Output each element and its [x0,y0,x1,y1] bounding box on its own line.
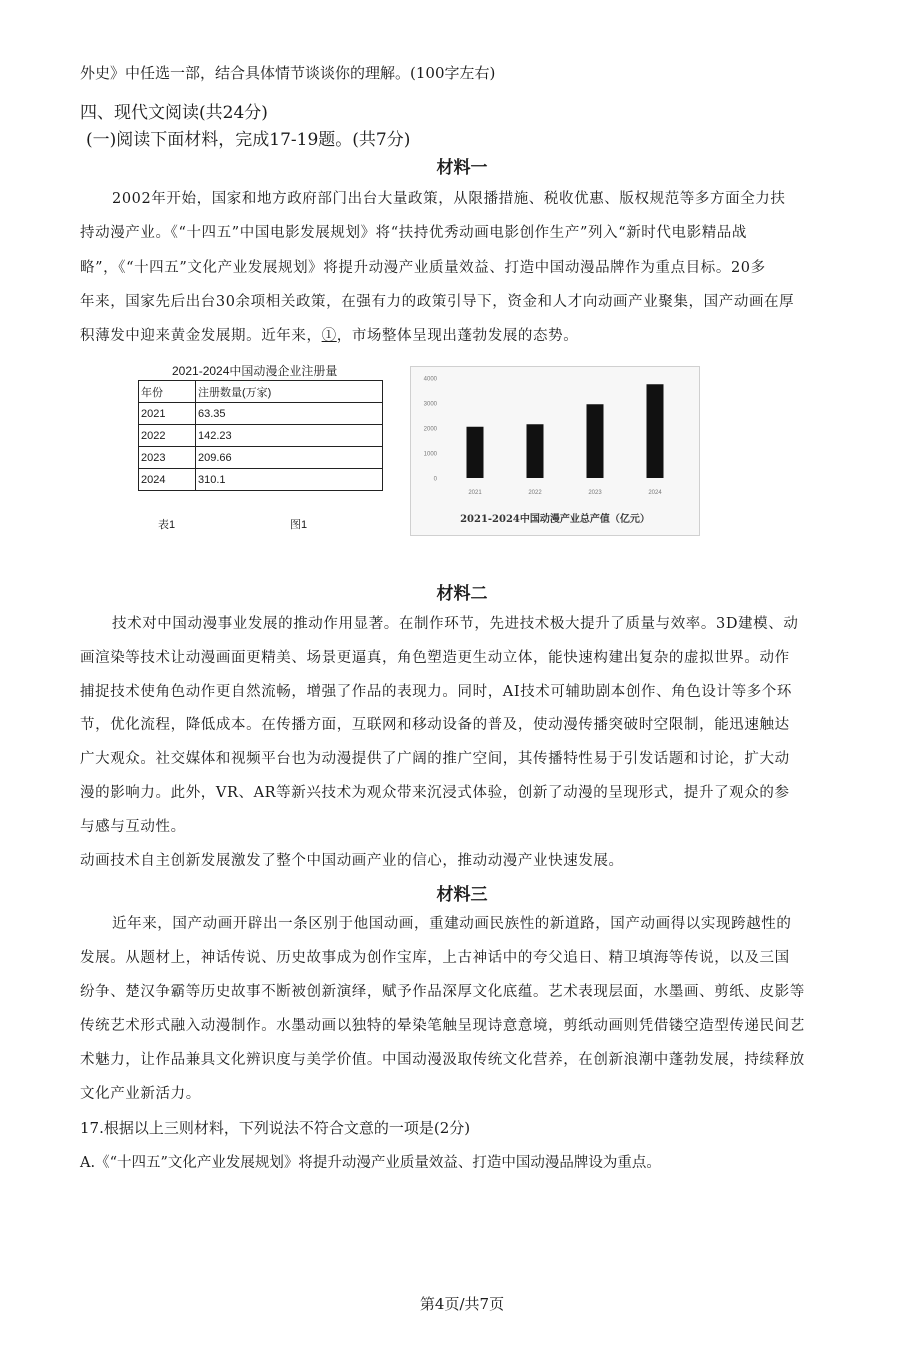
table-header: 年份 [139,381,196,403]
sub-heading: (一)阅读下面材料，完成17-19题。(共7分) [86,130,411,150]
x-tick-label: 2023 [588,490,602,496]
table-row [139,425,383,447]
table-cell: 2021 [139,403,196,425]
chart-bar [527,424,544,478]
table-caption: 表1 [158,519,176,531]
option-a: A.《“十四五”文化产业发展规划》将提升动漫产业质量效益、打造中国动漫品牌设为重点。 [80,1155,661,1171]
paragraph-line: 画渲染等技术让动漫画面更精美、场景更逼真，角色塑造更生动立体，能快速构建出复杂的虚拟世界。动作 [80,650,790,666]
paragraph-line: 发展。从题材上，神话传说、历史故事成为创作宝库，上古神话中的夸父追日、精卫填海等传说，以及三国 [80,950,790,966]
figure-caption: 图1 [290,519,308,531]
paragraph-line: 传统艺术形式融入动漫制作。水墨动画以独特的晕染笔触呈现诗意意境，剪纸动画则凭借镂空造型传递民间艺 [80,1018,805,1034]
table-cell: 2022 [139,425,196,447]
line-text: ，市场整体呈现出蓬勃发展的态势。 [336,328,579,344]
paragraph-line: 持动漫产业。《“十四五”中国电影发展规划》将“扶持优秀动画电影创作生产”列入“新时代电影精品战 [80,225,748,241]
paragraph-line: 文化产业新活力。 [80,1086,201,1102]
paragraph-line: 捕捉技术使角色动作更自然流畅，增强了作品的表现力。同时，AI技术可辅助剧本创作、角色设计等多个环 [80,684,792,700]
chart-title: 2021-2024中国动漫产业总产值（亿元） [460,514,650,525]
table-cell: 142.23 [196,425,383,447]
table-cell: 310.1 [196,469,383,491]
paragraph-line: 略”，《“十四五”文化产业发展规划》将提升动漫产业质量效益、打造中国动漫品牌作为重点目标。20多 [80,260,766,276]
table-cell: 209.66 [196,447,383,469]
paragraph-line: 2002年开始，国家和地方政府部门出台大量政策，从限播措施、税收优惠、版权规范等多方面全力扶 [112,191,786,207]
paragraph-line [80,324,850,345]
paragraph-line: 纷争、楚汉争霸等历史故事不断被创新演绎，赋予作品深厚文化底蕴。艺术表现层面，水墨画、剪纸、皮影等 [80,984,805,1000]
paragraph-line: 漫的影响力。此外，VR、AR等新兴技术为观众带来沉浸式体验，创新了动漫的呈现形式，提升了观众的参 [80,785,790,801]
table-cell: 63.35 [196,403,383,425]
blank-marker: ① [321,328,337,344]
y-tick-label: 0 [433,476,437,483]
x-tick-label: 2024 [648,490,662,496]
page-footer: 第4页/共7页 [419,1295,505,1313]
y-tick-label: 3000 [423,401,437,408]
chart-bar [467,427,484,478]
paragraph-line: 广大观众。社交媒体和视频平台也为动漫提供了广阔的推广空间，其传播特性易于引发话题和讨论，扩大动 [80,751,790,767]
section-heading: 四、现代文阅读(共24分) [80,103,268,123]
paragraph-line: 与感与互动性。 [80,819,186,835]
material2-title: 材料二 [436,584,488,604]
table-header: 注册数量(万家) [196,381,383,403]
y-tick-label: 2000 [423,426,437,433]
material1-title: 材料一 [436,158,488,178]
x-tick-label: 2022 [528,490,542,496]
table-header-row [139,381,383,403]
line-text: 积薄发中迎来黄金发展期。近年来， [80,328,322,344]
table-row [139,447,383,469]
paragraph-line: 技术对中国动漫事业发展的推动作用显著。在制作环节，先进技术极大提升了质量与效率。3D建模、动 [112,616,799,632]
material3-title: 材料三 [436,885,488,905]
paragraph-line: 节，优化流程，降低成本。在传播方面，互联网和移动设备的普及，使动漫传播突破时空限制，能迅速触达 [80,717,790,733]
paragraph-line: 近年来，国产动画开辟出一条区别于他国动画，重建动画民族性的新道路，国产动画得以实现跨越性的 [112,916,792,932]
y-tick-label: 1000 [423,451,437,458]
output-value-chart [410,366,700,536]
registration-table [138,380,383,491]
table-cell: 2024 [139,469,196,491]
table-row [139,403,383,425]
question-17: 17.根据以上三则材料，下列说法不符合文意的一项是(2分) [80,1119,471,1137]
paragraph-line: 动画技术自主创新发展激发了整个中国动画产业的信心，推动动漫产业快速发展。 [80,853,624,869]
table-row [139,469,383,491]
chart-bar [587,404,604,478]
paragraph-line: 年来，国家先后出台30余项相关政策，在强有力的政策引导下，资金和人才向动画产业聚集，国产动画在厚 [80,294,795,310]
table1-title: 2021-2024中国动漫企业注册量 [172,364,338,378]
y-tick-label: 4000 [423,376,437,383]
paragraph-line: 术魅力，让作品兼具文化辨识度与美学价值。中国动漫汲取传统文化营养，在创新浪潮中蓬勃发展，持续释放 [80,1052,805,1068]
intro-line: 外史》中任选一部，结合具体情节谈谈你的理解。(100字左右) [80,64,496,82]
x-tick-label: 2021 [468,490,482,496]
chart-bar [647,384,664,478]
table-cell: 2023 [139,447,196,469]
